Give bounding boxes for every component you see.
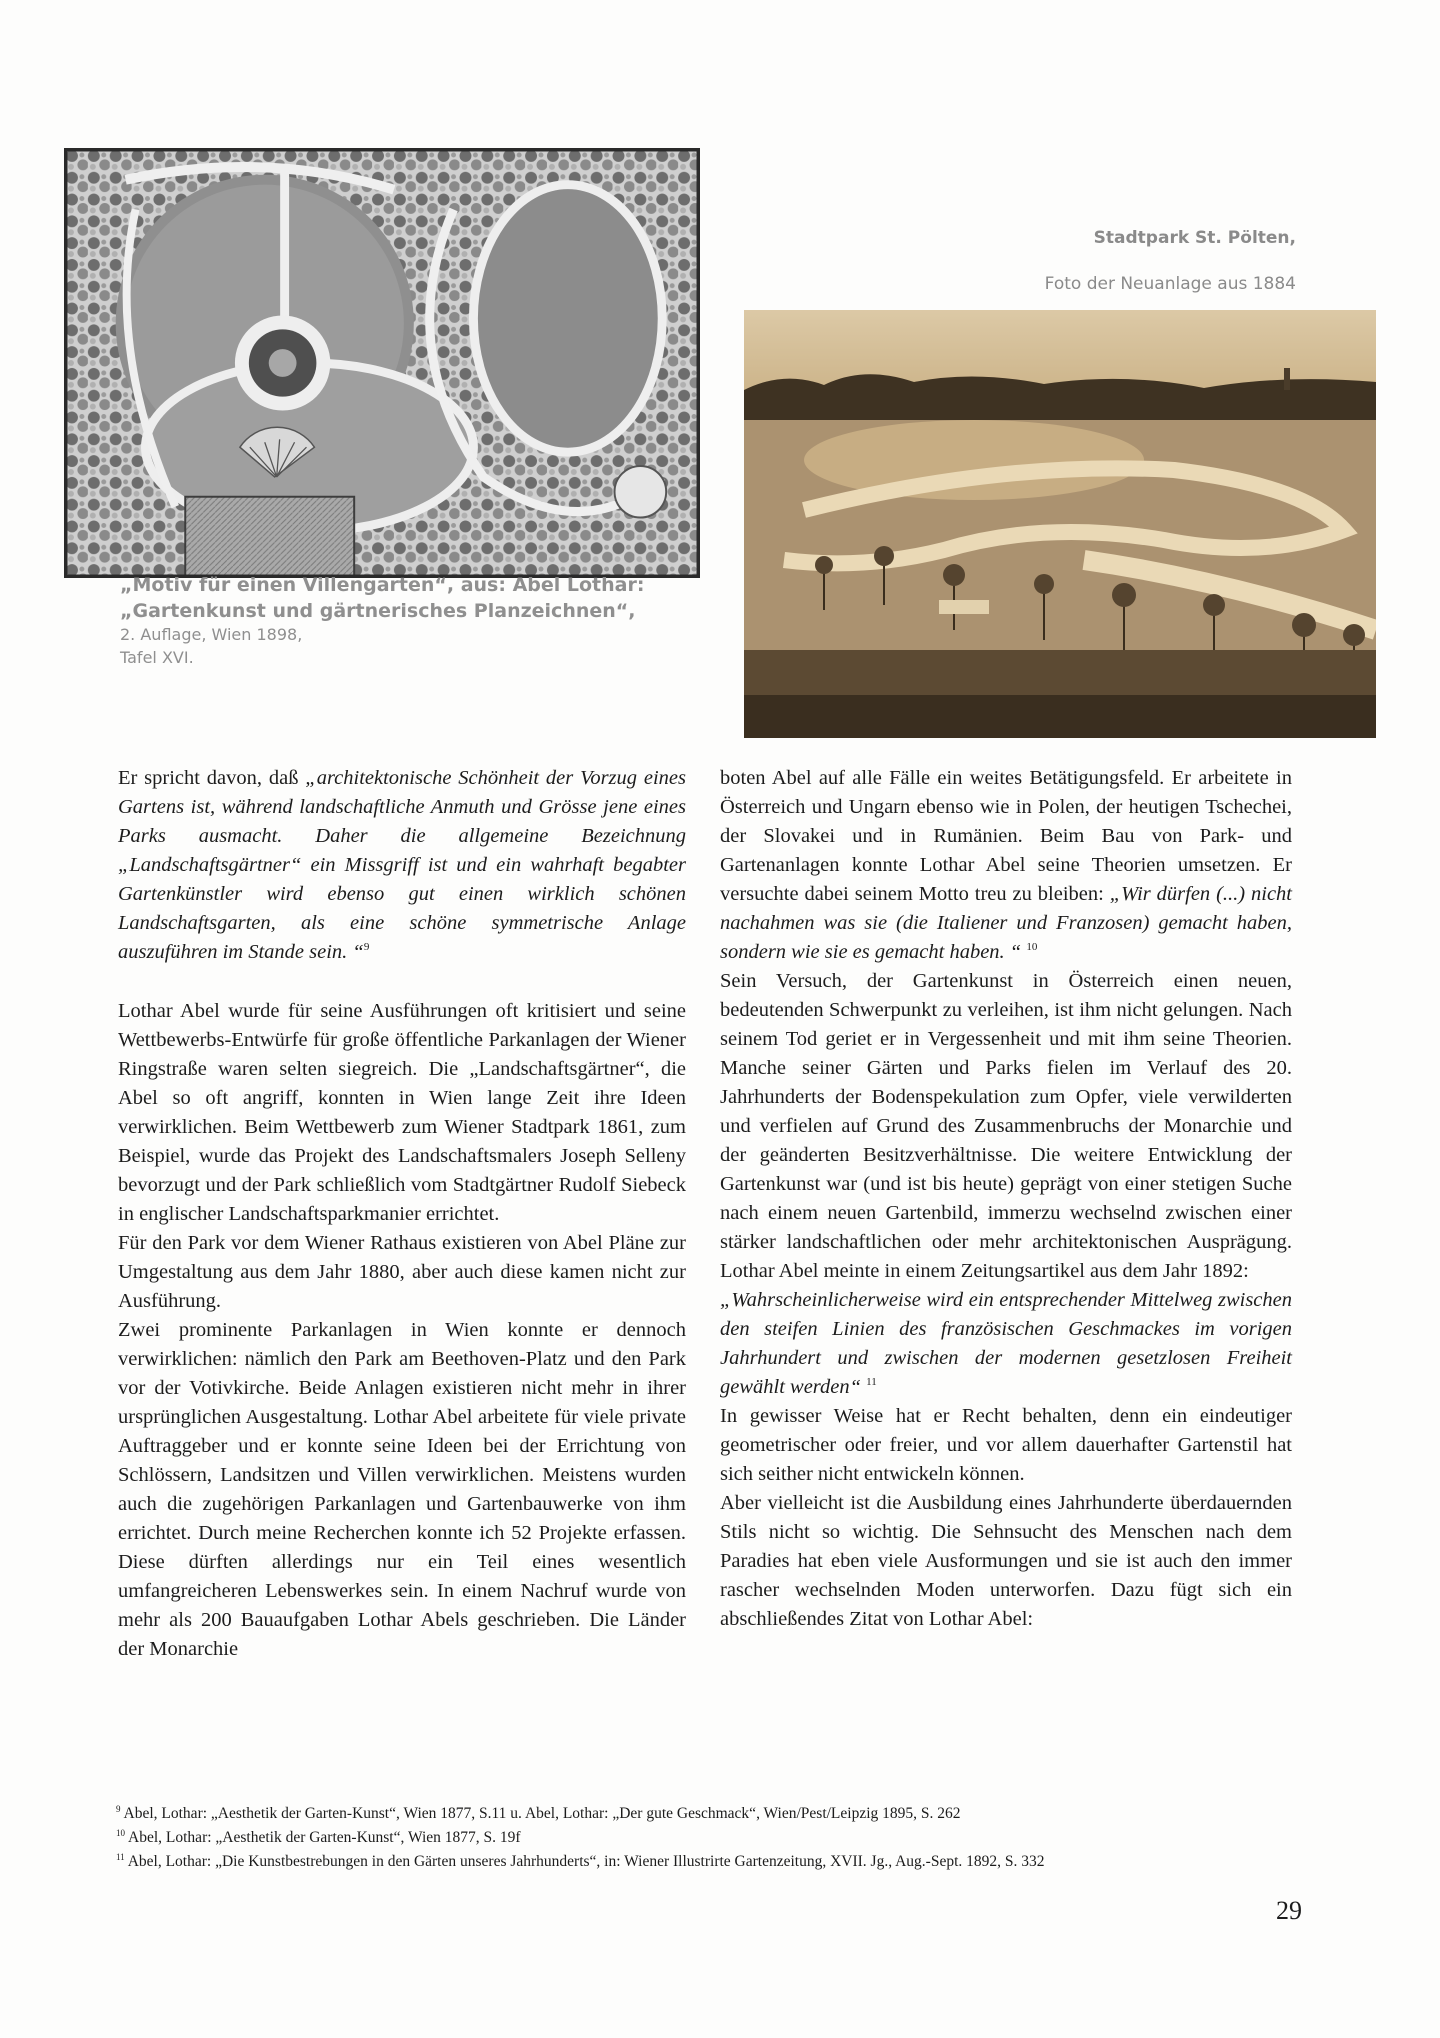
- garden-plan-illustration: [64, 148, 700, 578]
- footnote-number: 11: [116, 1851, 125, 1862]
- park-photograph: [744, 310, 1376, 738]
- quote-italic: „architektonische Schönheit der Vorzug eines Gartens ist, während landschaftliche Anmuth und Grösse jene eines Parks ausmacht. Daher die allgemeine Bezeichnung „Landschaftsgärtner“ ein Missgriff ist und ein wahrhaft begabter Gartenkünstler wird ebenso gut einen wirklich schönen Landschaftsgarten, als eine schöne symmetrische Anlage auszuführen im Stande sein. “: [118, 767, 686, 963]
- right-text-column: [720, 764, 1292, 1634]
- paragraph: In gewisser Weise hat er Recht behalten, denn ein eindeutiger geometrischer oder freier, und vor allem dauerhafter Gartenstil hat sich seither nicht entwickeln können.: [720, 1405, 1292, 1485]
- photo-caption-title: Stadtpark St. Pölten,: [1093, 228, 1296, 248]
- footnote-text: Abel, Lothar: „Aesthetik der Garten-Kunst“, Wien 1877, S. 19f: [128, 1829, 521, 1846]
- footnote-ref-10: 10: [1026, 941, 1038, 954]
- paragraph: Aber vielleicht ist die Ausbildung eines Jahrhunderte überdauernden Stils nicht so wichtig. Die Sehnsucht des Menschen nach dem Paradies hat eben viele Ausformungen und sie ist auch den immer rascher wechselnden Moden unterworfen. Dazu fügt sich ein abschließendes Zitat von Lothar Abel:: [720, 1492, 1292, 1630]
- quote-paragraph: [118, 764, 686, 967]
- plan-caption-line-4: Tafel XVI.: [120, 647, 194, 667]
- paragraph-lead: Sein Versuch, der Gartenkunst in Österreich einen neuen, bedeutenden Schwerpunkt zu verleihen, ist ihm nicht gelungen. Nach seinem Tod geriet er in Vergessenheit und mit ihm seine Theorien. Manche seiner Gärten und Parks fielen im Verlauf des 20. Jahrhunderts der Bodenspekulation zum Opfer, viele verwilderten und verfielen auf Grund des Zusammenbruchs der Monarchie und der geänderten Besitzverhältnisse. Die weitere Entwicklung der Gartenkunst war (und ist bis heute) geprägt von einer stetigen Suche nach einem neuen Gartenbild, immerzu wechselnd zwischen einer stärker landschaftlichen oder mehr architektonischen Ausprägung. Lothar Abel meinte in einem Zeitungsartikel aus dem Jahr 1892:: [720, 970, 1292, 1282]
- plan-caption-line-2: „Gartenkunst und gärtnerisches Planzeichnen“,: [120, 600, 636, 623]
- footnote-11: [116, 1850, 1316, 1874]
- paragraph: Lothar Abel wurde für seine Ausführungen oft kritisiert und seine Wettbewerbs-Entwürfe für große öffentliche Parkanlagen der Wiener Ringstraße waren selten siegreich. Die „Landschaftsgärtner“, die Abel so oft angriff, konnten in Wien lange Zeit ihre Ideen verwirklichen. Beim Wettbewerb zum Wiener Stadtpark 1861, zum Beispiel, wurde das Projekt des Landschaftsmalers Joseph Selleny bevorzugt und der Park schließlich vom Stadtgärtner Rudolf Siebeck in englischer Landschaftsparkmanier errichtet.: [118, 1000, 686, 1225]
- newspaper-quote: „Wahrscheinlicherweise wird ein entsprechender Mittelweg zwischen den steifen Linien des französischen Geschmackes im vorigen Jahrhundert und zwischen der modernen gesetzlosen Freiheit gewählt werden“: [720, 1289, 1292, 1398]
- paragraph-lead: boten Abel auf alle Fälle ein weites Betätigungsfeld. Er arbeitete in Österreich und Ungarn ebenso wie in Polen, der heutigen Tschechei, der Slovakei und in Rumänien. Beim Bau von Park- und Gartenanlagen konnte Lothar Abel seine Theorien umsetzen. Er versuchte dabei seinem Motto treu zu bleiben:: [720, 767, 1292, 905]
- footnotes: [116, 1802, 1316, 1874]
- footnote-text: Abel, Lothar: „Die Kunstbestrebungen in den Gärten unseres Jahrhunderts“, in: Wiener Illustrirte Gartenzeitung, XVII. Jg., Aug.-Sept. 1892, S. 332: [127, 1853, 1045, 1870]
- paragraph: [720, 967, 1292, 1402]
- page-number: 29: [1276, 1896, 1302, 1925]
- left-text-column: [118, 764, 686, 1664]
- footnote-ref-11: 11: [866, 1376, 877, 1389]
- footnote-number: 10: [116, 1827, 125, 1838]
- plan-caption-line-1: „Motiv für einen Villengarten“, aus: Abel Lothar:: [120, 574, 645, 596]
- plan-caption-line-3: 2. Auflage, Wien 1898,: [120, 625, 303, 645]
- footnote-number: 9: [116, 1803, 121, 1814]
- plan-caption: [120, 572, 700, 669]
- paragraph: Für den Park vor dem Wiener Rathaus existieren von Abel Pläne zur Umgestaltung aus dem Jahr 1880, aber auch diese kamen nicht zur Ausführung.: [118, 1232, 686, 1312]
- footnote-ref-9: 9: [363, 941, 370, 954]
- paragraph: Zwei prominente Parkanlagen in Wien konnte er dennoch verwirklichen: nämlich den Park am Beethoven-Platz und den Park vor der Votivkirche. Beide Anlagen existieren nicht mehr in ihrer ursprünglichen Ausgestaltung. Lothar Abel arbeitete für viele private Auftraggeber und er konnte seine Ideen bei der Errichtung von Schlössern, Landsitzen und Villen verwirklichen. Meistens wurden auch die zugehörigen Parkanlagen und Gartenbauwerke von ihm errichtet. Durch meine Recherchen konnte ich 52 Projekte erfassen. Diese dürften allerdings nur ein Teil eines wesentlich umfangreicheren Lebenswerkes sein. In einem Nachruf wurde von mehr als 200 Bauaufgaben Lothar Abels geschrieben. Die Länder der Monarchie: [118, 1319, 686, 1660]
- quote-lead: Er spricht davon, daß: [118, 767, 306, 789]
- footnote-text: Abel, Lothar: „Aesthetik der Garten-Kunst“, Wien 1877, S.11 u. Abel, Lothar: „Der gute Geschmack“, Wien/Pest/Leipzig 1895, S. 262: [123, 1805, 961, 1822]
- footnote-9: [116, 1802, 1316, 1826]
- paragraph: [720, 764, 1292, 967]
- photo-caption-subtitle: Foto der Neuanlage aus 1884: [1044, 274, 1296, 294]
- motto-quote: „Wir dürfen (...) nicht nachahmen was sie (die Italiener und Franzosen) gemacht haben, sondern wie sie es gemacht haben. “: [720, 883, 1292, 963]
- footnote-10: [116, 1826, 1316, 1850]
